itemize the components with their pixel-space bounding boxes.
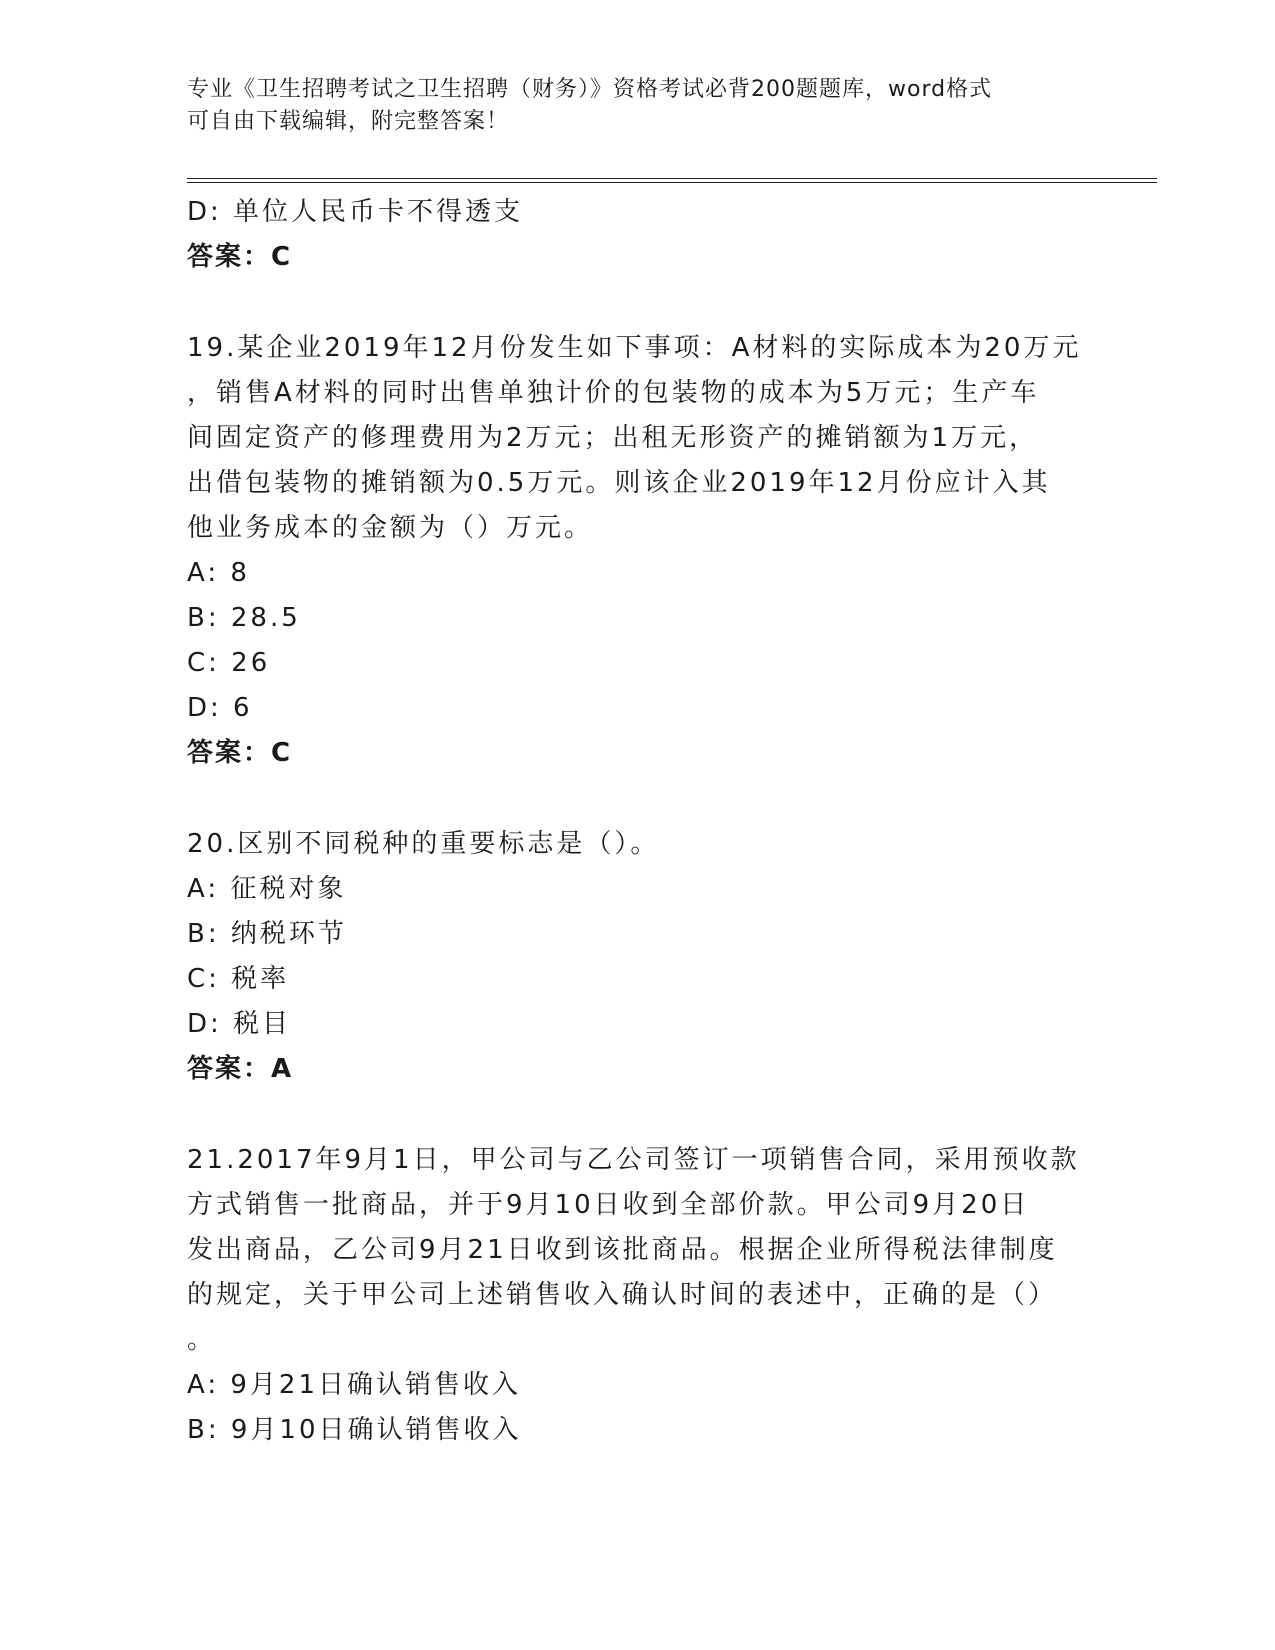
option-b: B: 9月10日确认销售收入 <box>187 1415 522 1445</box>
question-text-line: ，销售A材料的同时出售单独计价的包装物的成本为5万元；生产车 <box>187 378 1040 408</box>
question-text-line: 方式销售一批商品，并于9月10日收到全部价款。甲公司9月20日 <box>187 1190 1030 1220</box>
answer-label: 答案：C <box>187 242 293 272</box>
option-b: B: 28.5 <box>187 603 301 633</box>
question-text-line: 发出商品，乙公司9月21日收到该批商品。根据企业所得税法律制度 <box>187 1235 1058 1265</box>
question-text-line: 他业务成本的金额为（）万元。 <box>187 513 594 543</box>
spacer <box>187 280 1087 326</box>
header-divider <box>187 178 1157 183</box>
spacer <box>187 776 1087 822</box>
option-a: A: 9月21日确认销售收入 <box>187 1370 521 1400</box>
option-d: D: 6 <box>187 693 253 723</box>
header-title-line-2: 可自由下载编辑，附完整答案！ <box>187 109 510 134</box>
option-d: D: 税目 <box>187 1009 292 1039</box>
option-b: B: 纳税环节 <box>187 919 347 949</box>
option-d: D: 单位人民币卡不得透支 <box>187 197 524 227</box>
question-20 <box>187 822 1087 1092</box>
option-c: C: 26 <box>187 648 271 678</box>
question-text-line: 20.区别不同税种的重要标志是（）。 <box>187 829 660 859</box>
question-text-line: 21.2017年9月1日，甲公司与乙公司签订一项销售合同，采用预收款 <box>187 1145 1080 1175</box>
question-21 <box>187 1138 1087 1453</box>
question-text-line: 出借包装物的摊销额为0.5万元。则该企业2019年12月份应计入其 <box>187 468 1051 498</box>
option-c: C: 税率 <box>187 964 290 994</box>
option-a: A: 征税对象 <box>187 874 347 904</box>
question-text-line: 19.某企业2019年12月份发生如下事项：A材料的实际成本为20万元 <box>187 333 1082 363</box>
question-content <box>187 190 1087 1453</box>
header-title-line-1: 专业《卫生招聘考试之卫生招聘（财务）》资格考试必背200题题库，word格式 <box>187 77 993 102</box>
option-a: A: 8 <box>187 558 250 588</box>
answer-label: 答案：A <box>187 1054 294 1084</box>
question-text-line: 。 <box>187 1325 217 1355</box>
spacer <box>187 1092 1087 1138</box>
question-19 <box>187 326 1087 776</box>
question-text-line: 的规定，关于甲公司上述销售收入确认时间的表述中，正确的是（） <box>187 1280 1058 1310</box>
question-text-line: 间固定资产的修理费用为2万元；出租无形资产的摊销额为1万元， <box>187 423 1039 453</box>
answer-label: 答案：C <box>187 738 293 768</box>
document-header <box>187 74 1067 138</box>
